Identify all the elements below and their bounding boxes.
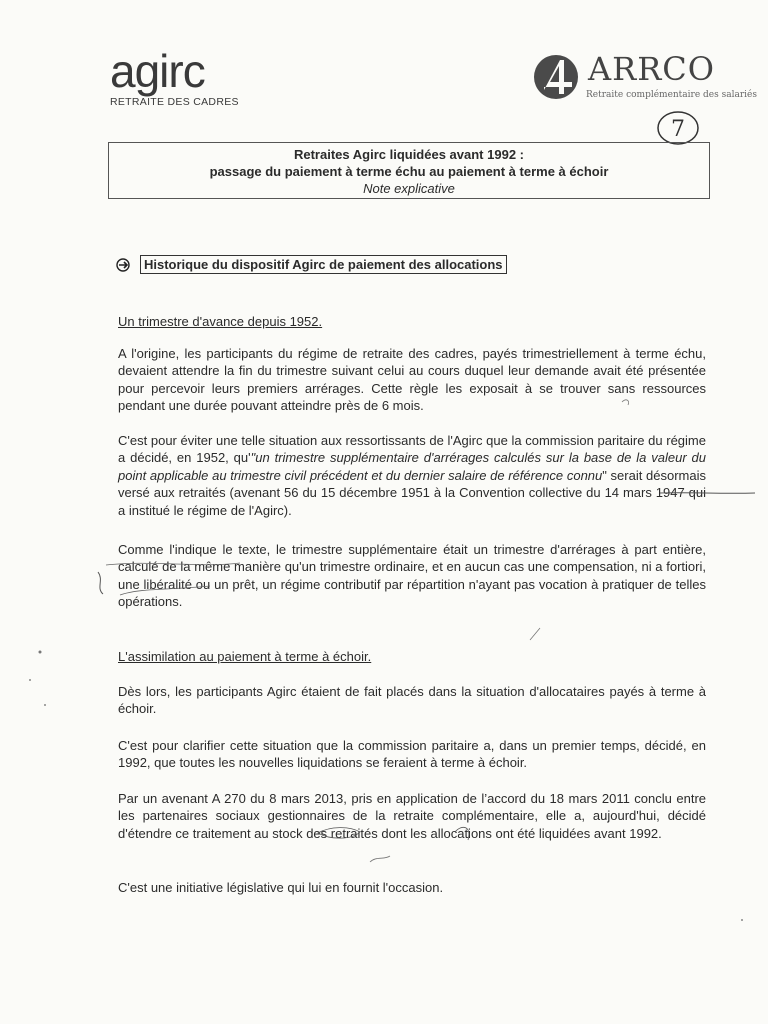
paragraph-4 (118, 683, 706, 718)
paragraph-7-text: C'est une initiative législative qui lui en fournit l'occasion. (118, 880, 444, 895)
arrco-emblem-icon (530, 52, 586, 102)
section-heading-text: Historique du dispositif Agirc de paiement des allocations (140, 255, 507, 274)
paragraph-5-text: C'est pour clarifier cette situation que la commission paritaire a, dans un premier temps, décidé, en 1992, que toutes les nouvelles liquidations se feraient à terme à échoir. (118, 738, 706, 771)
agirc-logo (110, 45, 239, 108)
paragraph-3-text: Comme l'indique le texte, le trimestre supplémentaire était un trimestre d'arrérages à part entière, calculé de la même manière qu'un trimestre ordinaire, et en aucun cas une compensation, ni a fortiori, une libéralité ou un prêt, un régime contributif par répartition n'ayant pas vocation à pratiquer de telles opérations. (118, 542, 706, 610)
paragraph-5 (118, 737, 706, 772)
paragraph-1 (118, 345, 706, 415)
paragraph-6 (118, 790, 706, 842)
arrco-tagline: Retraite complémentaire des salariés (586, 90, 757, 100)
arrco-logo-text: ARRCO (588, 50, 716, 88)
paragraph-2-text (118, 432, 706, 519)
paragraph-2-part-b: " serait désormais versé aux retraités (avenant 56 du 15 décembre 1951 à la Convention collective du 14 mars 1947 qui a institué le régime de l'Agirc). (118, 467, 706, 518)
paragraph-2-quote: "un trimestre supplémentaire d'arrérages calculés sur la base de la valeur du point applicable au trimestre civil précédent et du dernier salaire de référence connu (118, 450, 706, 483)
agirc-tagline: RETRAITE DES CADRES (110, 96, 239, 108)
paragraph-3 (118, 541, 706, 611)
subheading-1: Un trimestre d'avance depuis 1952. (118, 314, 323, 329)
paragraph-2 (118, 432, 706, 519)
title-line-3: Note explicative (363, 181, 455, 196)
arrow-bullet-icon (116, 258, 132, 272)
arrco-logo (530, 52, 760, 112)
handwritten-number-text: 7 (671, 117, 685, 142)
paragraph-6-text: Par un avenant A 270 du 8 mars 2013, pris en application de l’accord du 18 mars 2011 conclu entre les partenaires sociaux gestionnaires de la retraite complémentaire, elle a, aujourd'hui, décidé d'étendre ce traitement au stock des retraités dont les allocations ont été liquidées avant 1992. (118, 791, 706, 841)
title-line-1: Retraites Agirc liquidées avant 1992 : (293, 147, 524, 162)
title-box (108, 142, 710, 199)
agirc-logo-text: agirc (110, 45, 205, 97)
paragraph-7 (118, 879, 706, 896)
paragraph-2-part-a: C'est pour éviter une telle situation aux ressortissants de l'Agirc que la commission paritaire du régime a décidé, en 1952, qu' (118, 433, 706, 466)
title-line-2: passage du paiement à terme échu au paiement à terme à échoir (209, 164, 609, 179)
paragraph-4-text: Dès lors, les participants Agirc étaient de fait placés dans la situation d'allocataires payés à terme à échoir. (118, 684, 706, 717)
subheading-2: L'assimilation au paiement à terme à échoir. (118, 649, 372, 664)
section-heading (116, 255, 507, 274)
paragraph-1-text: A l'origine, les participants du régime de retraite des cadres, payés trimestriellement à terme échu, devaient attendre la fin du trimestre suivant celui au cours duquel leur demande avait été présentée pour percevoir leurs premiers arrérages. Cette règle les exposait à se trouver sans ressources pendant une durée pouvant atteindre près de 6 mois. (118, 346, 706, 414)
